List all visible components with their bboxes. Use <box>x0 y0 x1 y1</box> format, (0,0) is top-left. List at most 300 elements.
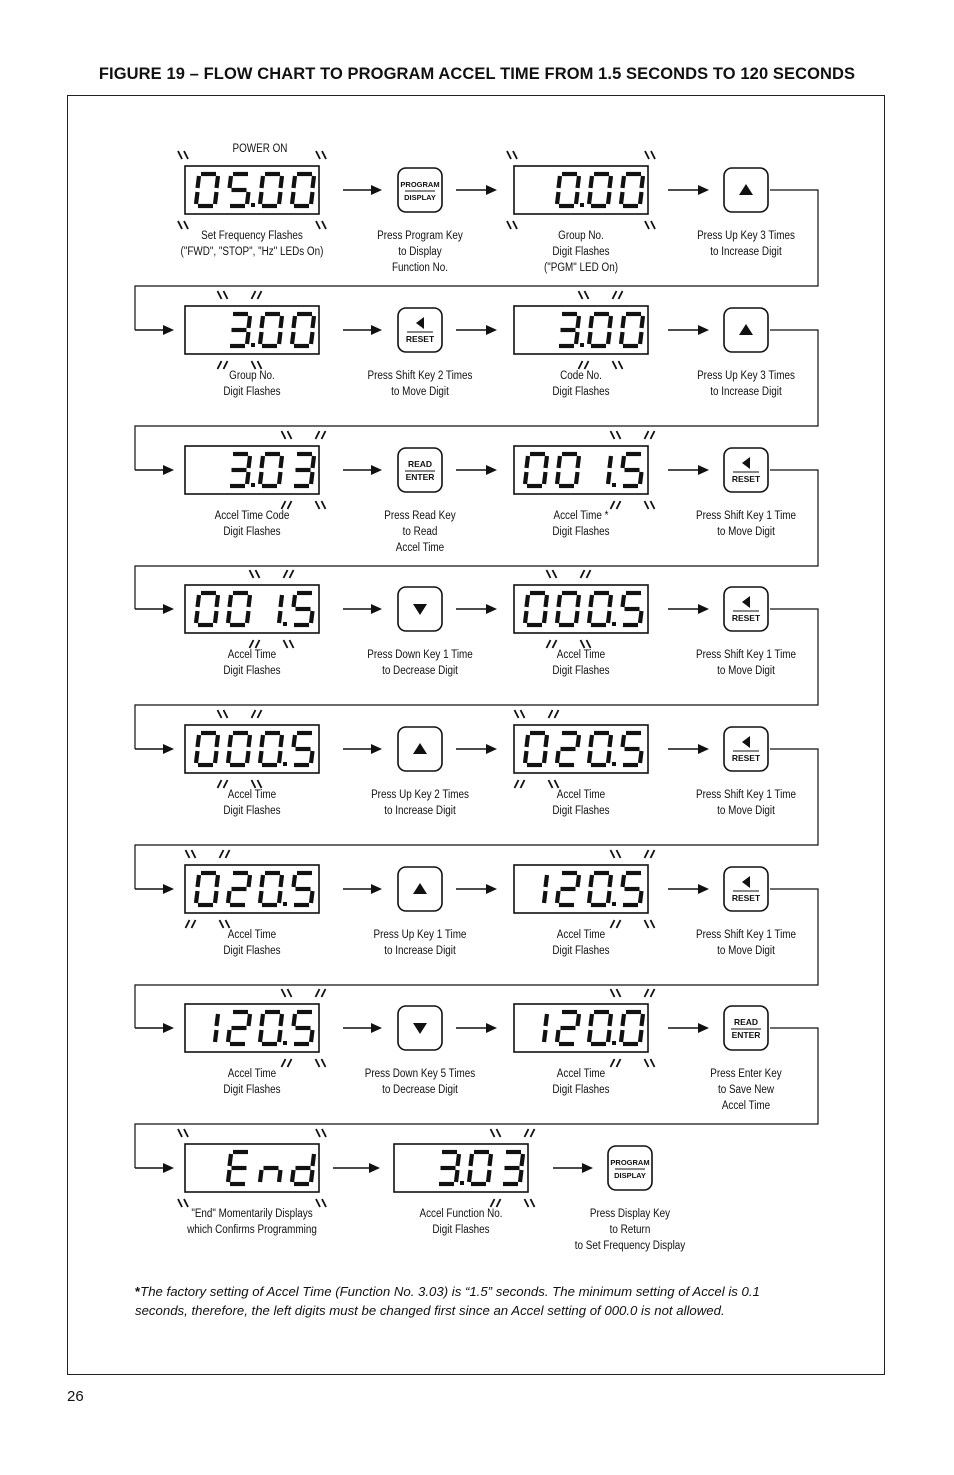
digit-segment <box>640 332 642 344</box>
caption-row3-a: Accel Time Code Digit Flashes <box>214 510 290 538</box>
digit-segment <box>313 456 315 468</box>
digit-segment <box>608 751 610 763</box>
digit-segment <box>196 611 198 623</box>
digit-segment <box>642 176 644 188</box>
arrowhead <box>369 1163 380 1173</box>
arrowhead <box>582 1163 593 1173</box>
arrowhead <box>486 1023 497 1033</box>
digit-segment <box>228 751 230 763</box>
decimal-point <box>580 203 584 207</box>
arrowhead <box>371 744 382 754</box>
digit-segment <box>557 751 559 763</box>
flash-mark <box>322 1129 326 1137</box>
digit-segment <box>196 891 198 903</box>
arrowhead <box>486 185 497 195</box>
figure-title: FIGURE 19 – FLOW CHART TO PROGRAM ACCEL TIME FROM 1.5 SECONDS TO 120 SECONDS <box>98 64 856 83</box>
arrowhead <box>163 884 174 894</box>
decimal-point <box>251 343 255 347</box>
digit-segment <box>591 735 593 747</box>
decimal-point <box>283 902 287 906</box>
digit-segment <box>311 332 313 344</box>
digit-segment <box>527 595 529 607</box>
digit-segment <box>279 1170 281 1182</box>
digit-segment <box>608 611 610 623</box>
digit-segment <box>610 316 612 328</box>
key-row3-2 <box>724 448 768 492</box>
key-body <box>398 168 442 212</box>
decimal-point <box>251 483 255 487</box>
arrow-row8-2 <box>553 1163 593 1173</box>
digit-segment <box>311 891 313 903</box>
decimal-point <box>283 762 287 766</box>
flash-mark <box>322 431 326 439</box>
digit-segment <box>215 891 217 903</box>
digit-segment <box>559 456 561 468</box>
digit-segment <box>294 875 296 887</box>
flash-mark <box>617 431 621 439</box>
key-label-bottom: DISPLAY <box>404 193 436 202</box>
caption-row6-key2: Press Shift Key 1 Time to Move Digit <box>695 929 797 957</box>
flash-mark <box>645 431 649 439</box>
flash-mark <box>491 1129 495 1137</box>
digit-segment <box>544 751 546 763</box>
decimal-point <box>460 1181 464 1185</box>
digit-segment <box>640 472 642 484</box>
decimal-point <box>580 343 584 347</box>
caption-row4-key1: Press Down Key 1 Time to Decrease Digit <box>367 649 473 677</box>
digit-segment <box>591 1014 593 1026</box>
arrowhead <box>371 325 382 335</box>
digit-segment <box>228 891 230 903</box>
digit-segment <box>247 192 249 204</box>
digit-segment <box>576 611 578 623</box>
digit-segment <box>279 1030 281 1042</box>
caption-row3-b: Accel Time * Digit Flashes <box>552 510 610 538</box>
digit-segment <box>608 192 610 204</box>
footnote-text: The factory setting of Accel Time (Function No. 3.03) is “1.5” seconds. The minimum setting of Accel is 0.1 seconds, therefore, the left digits must be changed first since an Accel setting of 000.0 is not allowed. <box>135 1284 760 1318</box>
digit-segment <box>281 595 283 607</box>
digit-segment <box>294 1014 296 1026</box>
caption-row5-a: Accel Time Digit Flashes <box>223 789 281 817</box>
digit-segment <box>522 1154 524 1166</box>
digit-segment <box>196 192 198 204</box>
flash-mark <box>322 151 326 159</box>
arrow-row4-1 <box>343 604 382 614</box>
arrow-row2-in <box>135 325 174 335</box>
digit-segment <box>640 611 642 623</box>
caption-row5-key1: Press Up Key 2 Times to Increase Digit <box>371 789 469 817</box>
key-row8-2 <box>608 1146 652 1190</box>
arrowhead <box>698 744 709 754</box>
arrowhead <box>698 465 709 475</box>
flash-mark <box>226 850 230 858</box>
digit-segment <box>544 611 546 623</box>
digit-segment <box>623 595 625 607</box>
digit-segment <box>608 332 610 344</box>
arrowhead <box>163 604 174 614</box>
digit-segment <box>640 751 642 763</box>
digit-segment <box>292 332 294 344</box>
caption-row4-a: Accel Time Digit Flashes <box>223 649 281 677</box>
digit-segment <box>610 875 612 887</box>
key-body <box>724 1006 768 1050</box>
digit-segment <box>623 316 625 328</box>
digit-segment <box>559 595 561 607</box>
decimal-point <box>283 622 287 626</box>
digit-segment <box>623 875 625 887</box>
decimal-point <box>283 1041 287 1045</box>
arrow-row7-2 <box>456 1023 497 1033</box>
arrow-row5-1 <box>343 744 382 754</box>
flash-mark <box>513 151 517 159</box>
caption-row2-key2: Press Up Key 3 Times to Increase Digit <box>697 370 795 398</box>
digit-segment <box>294 316 296 328</box>
display-row1-a <box>178 151 326 229</box>
flash-mark <box>587 570 591 578</box>
digit-segment <box>249 875 251 887</box>
digit-segment <box>262 735 264 747</box>
digit-segment <box>249 1014 251 1026</box>
digit-segment <box>230 1154 232 1166</box>
digit-segment <box>247 332 249 344</box>
caption-row3-key1: Press Read Key to Read Accel Time <box>384 510 456 554</box>
flash-mark <box>651 151 655 159</box>
arrow-row7-3 <box>668 1023 709 1033</box>
digit-segment <box>623 1014 625 1026</box>
arrow-row2-2 <box>456 325 497 335</box>
digit-segment <box>262 456 264 468</box>
key-row5-1 <box>398 727 442 771</box>
digit-segment <box>557 1030 559 1042</box>
digit-segment <box>546 1014 548 1026</box>
digit-segment <box>576 472 578 484</box>
flash-mark <box>585 291 589 299</box>
digit-segment <box>623 735 625 747</box>
digit-segment <box>591 176 593 188</box>
digit-segment <box>262 176 264 188</box>
display-row6-b <box>514 850 655 928</box>
digit-segment <box>217 875 219 887</box>
flash-mark <box>282 989 286 997</box>
digit-segment <box>260 891 262 903</box>
arrow-row1-3 <box>668 185 709 195</box>
key-label-top: READ <box>407 459 433 469</box>
flash-mark <box>619 291 623 299</box>
key-row2-1 <box>398 308 442 352</box>
digit-segment <box>198 595 200 607</box>
arrowhead <box>371 884 382 894</box>
caption-row3-key2: Press Shift Key 1 Time to Move Digit <box>695 510 797 538</box>
digit-segment <box>217 595 219 607</box>
digit-segment <box>294 176 296 188</box>
digit-segment <box>578 316 580 328</box>
digit-segment <box>294 595 296 607</box>
key-label-top: READ <box>733 1017 759 1027</box>
key-body <box>724 587 768 631</box>
digit-segment <box>247 751 249 763</box>
digit-segment <box>640 1030 642 1042</box>
arrow-row7-in <box>135 1023 174 1033</box>
caption-row8-b: Accel Function No. Digit Flashes <box>419 1208 503 1236</box>
flash-mark <box>651 850 655 858</box>
caption-row1-key2: Press Up Key 3 Times to Increase Digit <box>697 230 795 258</box>
flash-mark <box>651 989 655 997</box>
digit-segment <box>198 735 200 747</box>
digit-segment <box>525 751 527 763</box>
flash-mark <box>611 431 615 439</box>
caption-row7-key2: Press Enter Key to Save New Accel Time <box>710 1068 782 1112</box>
digit-segment <box>576 192 578 204</box>
caption-row4-key2: Press Shift Key 1 Time to Move Digit <box>695 649 797 677</box>
display-row2-b <box>514 291 648 369</box>
flash-mark <box>282 431 286 439</box>
digit-segment <box>228 611 230 623</box>
digit-segment <box>247 611 249 623</box>
flash-mark <box>316 431 320 439</box>
digit-segment <box>527 456 529 468</box>
digit-segment <box>557 891 559 903</box>
digit-segment <box>217 735 219 747</box>
flash-mark <box>645 989 649 997</box>
flash-mark <box>178 1129 182 1137</box>
key-body <box>608 1146 652 1190</box>
digit-segment <box>640 891 642 903</box>
key-label-top: PROGRAM <box>610 1158 650 1167</box>
key-label-bottom: RESET <box>731 893 761 903</box>
arrow-row6-in <box>135 884 174 894</box>
arrowhead <box>163 325 174 335</box>
key-label-bottom: ENTER <box>731 1030 761 1040</box>
digit-segment <box>578 595 580 607</box>
arrow-row1-2 <box>456 185 497 195</box>
flash-mark <box>645 850 649 858</box>
caption-row8-a: "End" Momentarily Displays which Confirms Programming <box>187 1208 317 1236</box>
flash-mark <box>288 431 292 439</box>
flash-mark <box>553 570 557 578</box>
key-row3-1 <box>398 448 442 492</box>
caption-row5-key2: Press Shift Key 1 Time to Move Digit <box>695 789 797 817</box>
arrowhead <box>163 465 174 475</box>
digit-segment <box>610 735 612 747</box>
key-body <box>724 448 768 492</box>
flash-mark <box>611 989 615 997</box>
digit-segment <box>228 1030 230 1042</box>
digit-segment <box>544 891 546 903</box>
digit-segment <box>292 1170 294 1182</box>
digit-segment <box>228 1170 230 1182</box>
digit-segment <box>262 316 264 328</box>
caption-row2-key1: Press Shift Key 2 Times to Move Digit <box>367 370 473 398</box>
digit-segment <box>610 1014 612 1026</box>
arrowhead <box>698 185 709 195</box>
arrowhead <box>371 1023 382 1033</box>
flash-mark <box>497 1129 501 1137</box>
display-row8-a <box>178 1129 326 1207</box>
flash-mark <box>613 291 617 299</box>
digit-segment <box>578 176 580 188</box>
digit-segment <box>281 875 283 887</box>
digit-segment <box>578 735 580 747</box>
digit-segment <box>544 472 546 484</box>
display-row5-b <box>514 710 648 788</box>
key-body <box>724 727 768 771</box>
key-row1-1 <box>398 168 442 212</box>
digit-segment <box>217 176 219 188</box>
digit-segment <box>608 472 610 484</box>
digit-segment <box>589 611 591 623</box>
digit-segment <box>249 456 251 468</box>
digit-segment <box>469 1170 471 1182</box>
digit-segment <box>546 595 548 607</box>
arrowhead <box>371 604 382 614</box>
flash-mark <box>178 151 182 159</box>
digit-segment <box>260 1170 262 1182</box>
flash-mark <box>192 850 196 858</box>
digit-segment <box>578 1014 580 1026</box>
caption-row2-a: Group No. Digit Flashes <box>223 370 281 398</box>
digit-segment <box>215 1030 217 1042</box>
digit-segment <box>292 192 294 204</box>
flash-mark <box>555 710 559 718</box>
flash-mark <box>322 989 326 997</box>
caption-row7-b: Accel Time Digit Flashes <box>552 1068 610 1096</box>
digit-segment <box>247 472 249 484</box>
digit-segment <box>313 1154 315 1166</box>
flash-mark <box>184 1129 188 1137</box>
digit-segment <box>215 611 217 623</box>
digit-segment <box>610 176 612 188</box>
arrowhead <box>163 744 174 754</box>
display-row8-b <box>394 1129 535 1207</box>
digit-segment <box>589 891 591 903</box>
caption-row6-b: Accel Time Digit Flashes <box>552 929 610 957</box>
digit-segment <box>311 1170 313 1182</box>
flash-mark <box>258 710 262 718</box>
digit-segment <box>279 332 281 344</box>
digit-segment <box>249 316 251 328</box>
arrow-row8-1 <box>333 1163 380 1173</box>
digit-segment <box>260 192 262 204</box>
digit-segment <box>230 176 232 188</box>
key-body <box>398 308 442 352</box>
display-row3-b <box>514 431 655 509</box>
flash-mark <box>549 710 553 718</box>
arrow-row2-3 <box>668 325 709 335</box>
arrow-row3-2 <box>456 465 497 475</box>
digit-segment <box>621 192 623 204</box>
digit-segment <box>520 1170 522 1182</box>
flash-mark <box>290 570 294 578</box>
key-label-bottom: RESET <box>731 753 761 763</box>
caption-row5-b: Accel Time Digit Flashes <box>552 789 610 817</box>
footnote-star: * <box>135 1284 141 1299</box>
arrow-row3-1 <box>343 465 382 475</box>
digit-segment <box>591 875 593 887</box>
flash-mark <box>252 710 256 718</box>
caption-row7-key1: Press Down Key 5 Times to Decrease Digit <box>364 1068 476 1096</box>
digit-segment <box>281 735 283 747</box>
flash-mark <box>220 850 224 858</box>
digit-segment <box>488 1170 490 1182</box>
key-label-bottom: DISPLAY <box>614 1171 646 1180</box>
display-row7-a <box>185 989 326 1067</box>
digit-segment <box>281 176 283 188</box>
digit-segment <box>589 1030 591 1042</box>
key-row2-2 <box>724 308 768 352</box>
key-row1-2 <box>724 168 768 212</box>
digit-segment <box>215 751 217 763</box>
key-body <box>398 448 442 492</box>
arrow-row1-1 <box>343 185 382 195</box>
display-row6-a <box>185 850 319 928</box>
digit-segment <box>608 891 610 903</box>
digit-segment <box>279 611 281 623</box>
flash-mark <box>547 570 551 578</box>
flash-mark <box>611 850 615 858</box>
digit-segment <box>525 472 527 484</box>
arrowhead <box>486 604 497 614</box>
flash-mark <box>617 989 621 997</box>
arrow-row5-in <box>135 744 174 754</box>
key-body <box>724 867 768 911</box>
key-row6-1 <box>398 867 442 911</box>
flash-mark <box>224 710 228 718</box>
digit-segment <box>311 1030 313 1042</box>
flash-mark <box>258 291 262 299</box>
flash-mark <box>531 1129 535 1137</box>
display-row7-b <box>514 989 655 1067</box>
digit-segment <box>281 456 283 468</box>
digit-segment <box>196 751 198 763</box>
digit-segment <box>281 1014 283 1026</box>
arrowhead <box>698 604 709 614</box>
arrow-row8-in <box>135 1163 174 1173</box>
page-number: 26 <box>67 1388 84 1405</box>
caption-row1-a: Set Frequency Flashes ("FWD", "STOP", "Hz" LEDs On) <box>180 230 324 258</box>
flash-mark <box>521 710 525 718</box>
flash-mark <box>316 1129 320 1137</box>
key-label-bottom: RESET <box>405 334 435 344</box>
flash-mark <box>651 431 655 439</box>
digit-segment <box>262 875 264 887</box>
digit-segment <box>546 456 548 468</box>
digit-segment <box>589 751 591 763</box>
digit-segment <box>589 332 591 344</box>
digit-segment <box>608 1030 610 1042</box>
digit-segment <box>623 176 625 188</box>
digit-segment <box>217 1014 219 1026</box>
arrowhead <box>486 465 497 475</box>
digit-segment <box>294 735 296 747</box>
key-label-bottom: ENTER <box>405 472 435 482</box>
decimal-point <box>612 622 616 626</box>
arrowhead <box>371 465 382 475</box>
digit-segment <box>623 456 625 468</box>
arrow-row7-1 <box>343 1023 382 1033</box>
digit-segment <box>559 176 561 188</box>
caption-row6-key1: Press Up Key 1 Time to Increase Digit <box>373 929 467 957</box>
key-row4-2 <box>724 587 768 631</box>
digit-segment <box>610 456 612 468</box>
arrowhead <box>698 1023 709 1033</box>
digit-segment <box>230 595 232 607</box>
key-row6-2 <box>724 867 768 911</box>
arrowhead <box>163 1163 174 1173</box>
arrowhead <box>698 884 709 894</box>
arrowhead <box>371 185 382 195</box>
arrow-row4-in <box>135 604 174 614</box>
display-row2-a <box>185 291 319 369</box>
